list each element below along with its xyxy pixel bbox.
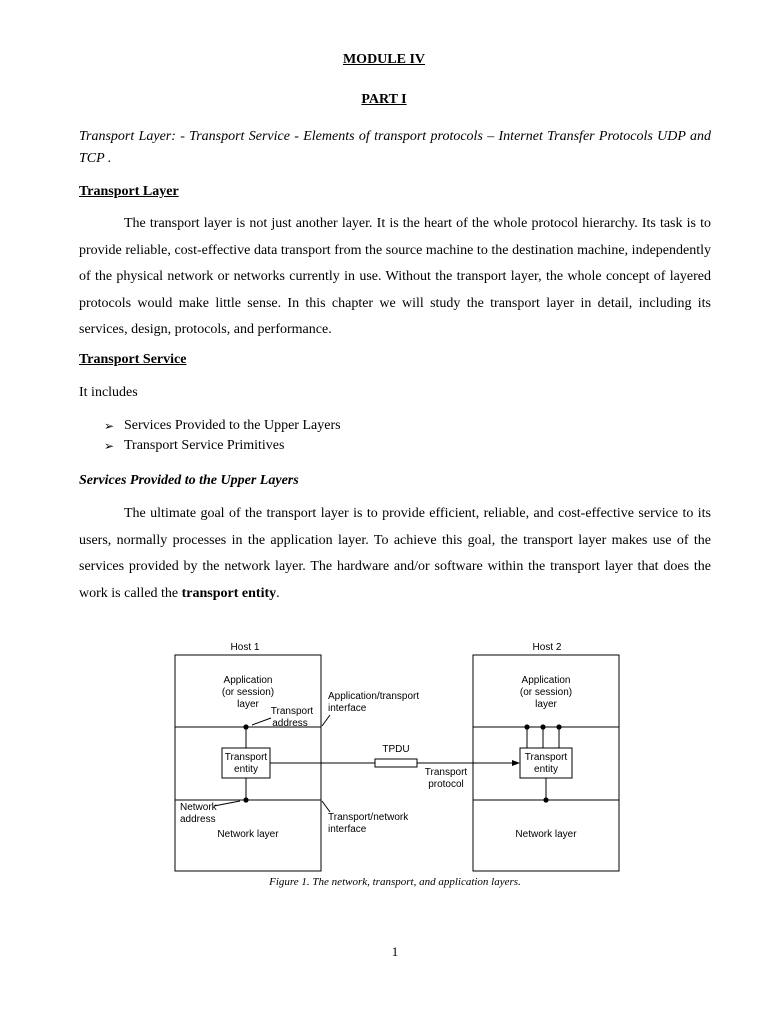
services-paragraph-start: The ultimate goal of the transport layer is to provide efficient, reliable, and cost-effective service to its users, normally processes in the application layer. To achieve this goal, the transport layer makes use of the services provided by the network layer. The hardware and/or software within the transport layer that does the work is called the — [79, 506, 711, 601]
page-number: 1 — [391, 944, 399, 959]
transport-address-pointer — [252, 718, 271, 725]
host1-transport-entity-line1: Transport — [224, 752, 268, 763]
host2-network-layer: Network layer — [515, 829, 577, 840]
transport-network-interface-line1: Transport/network — [328, 812, 409, 823]
host1-app-layer-line2: (or session) — [221, 687, 275, 698]
services-paragraph-end: . — [276, 585, 280, 601]
transport-network-interface-line2: interface — [328, 824, 367, 835]
app-transport-interface-line2: interface — [328, 703, 367, 714]
transport-protocol-line1: Transport — [424, 767, 468, 778]
transport-address-line1: Transport — [270, 706, 314, 717]
host2-app-layer-line1: Application — [521, 675, 571, 686]
host2-app-layer-line3: layer — [535, 699, 557, 710]
list-item-text: Services Provided to the Upper Layers — [124, 418, 341, 433]
network-address-dot — [243, 797, 248, 802]
host2-network-dot — [543, 797, 548, 802]
tpdu-arrowhead-icon — [512, 760, 520, 766]
transport-protocol-line2: protocol — [428, 779, 464, 790]
figure-caption: Figure 1. The network, transport, and application layers. — [269, 876, 521, 888]
network-address-line1: Network — [180, 802, 217, 813]
services-heading: Services Provided to the Upper Layers — [79, 473, 299, 488]
arrow-bullet-icon: ➢ — [104, 439, 115, 453]
network-address-line2: address — [180, 814, 216, 825]
tpdu-packet — [375, 759, 417, 767]
transport-entity-term: transport entity — [181, 585, 277, 601]
module-title: MODULE IV — [342, 52, 426, 67]
host1-transport-entity-line2: entity — [234, 764, 258, 775]
host2-label: Host 2 — [532, 642, 562, 653]
part-title: PART I — [361, 92, 407, 107]
transport-service-heading: Transport Service — [79, 352, 187, 367]
host2-app-layer-line2: (or session) — [519, 687, 573, 698]
host1-app-layer-line1: Application — [223, 675, 273, 686]
host2-transport-entity-line2: entity — [534, 764, 558, 775]
network-address-pointer — [214, 801, 240, 806]
app-transport-interface-line1: Application/transport — [328, 691, 420, 702]
host2-transport-entity-line1: Transport — [524, 752, 568, 763]
list-item-text: Transport Service Primitives — [124, 438, 285, 453]
transport-layer-heading: Transport Layer — [79, 184, 179, 199]
transport-layer-paragraph: The transport layer is not just another layer. It is the heart of the whole protocol hierarchy. Its task is to provide reliable, cost-effective data transport from the source machine to the destination machine, independently of the physical network or networks currently in use. Without the transport layer, the whole concept of layered protocols would make little sense. In this chapter we will study the transport layer in detail, including its services, design, protocols, and performance. — [79, 216, 711, 337]
tpdu-label: TPDU — [382, 744, 410, 755]
includes-intro: It includes — [79, 385, 138, 400]
topics-line: Transport Layer: - Transport Service - Elements of transport protocols – Internet Transfer Protocols UDP and TCP . — [79, 129, 711, 166]
transport-address-line2: address — [272, 718, 308, 729]
host1-network-layer: Network layer — [217, 829, 279, 840]
app-transport-interface-pointer — [322, 715, 330, 726]
host1-label: Host 1 — [230, 642, 260, 653]
arrow-bullet-icon: ➢ — [104, 419, 115, 433]
host1-app-layer-line3: layer — [237, 699, 259, 710]
transport-network-interface-pointer — [322, 801, 330, 812]
